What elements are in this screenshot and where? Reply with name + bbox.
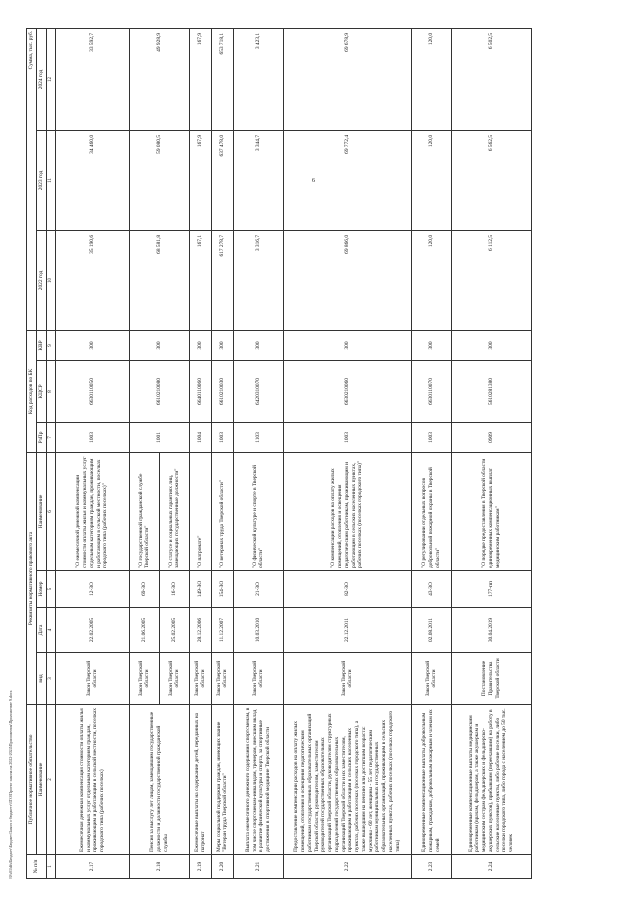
hdr-num: № п/п (27, 855, 47, 879)
row-kcsr: 6630110050 (55, 360, 129, 422)
row-num: 2.22 (283, 855, 411, 879)
row-kind: Закон Тверской области (189, 653, 211, 705)
table-row (189, 28, 211, 878)
row-kind: Закон Тверской области (283, 653, 411, 705)
row-2022: 68 581,8 (129, 230, 189, 330)
col-idx: 7 (46, 422, 55, 452)
row-num: 2.23 (411, 855, 451, 879)
row-act: "О ежемесячной денежной компенсации стоимости оплаты жилья и коммунальных услуг отдельным категориям граждан, проживающим и работающим в сельской местности, поселках городского типа (рабочих поселках)" (55, 452, 129, 570)
row-number: 21-ЗО (233, 571, 283, 608)
row-2022: 617 278,7 (211, 230, 233, 330)
table-row (55, 28, 129, 878)
row-2022: 3 316,7 (233, 230, 283, 330)
row-kind: Закон Тверской области (129, 653, 159, 705)
hdr-obligation: Публичное нормативное обязательство (27, 705, 37, 855)
obligations-table (26, 28, 532, 879)
file-path-footer: \\Fs01\dfs\Бюджет\Бюджет\Закон о бюджете\ЗТО\Проект закона на 2022-2024\Приложения\Приложение 9.docx (8, 690, 13, 879)
rotated-table-wrapper (26, 29, 618, 879)
row-rzpr: 1103 (233, 422, 283, 452)
row-2024: 3 423,1 (233, 28, 283, 130)
row-rzpr: 1001 (129, 422, 189, 452)
hdr-2023: 2023 год (36, 130, 46, 230)
row-name: Единовременные компенсационные выплаты медицинским работникам (врачам, фельдшерам, а также акушеркам и медицинским сестрам фельдшерских и фельдшерско-акушерских пунктов), прибывшим (переехавшим) на работу в сельские населенные пункты, либо рабочие поселки, либо поселки городского типа, либо города с населением до 50 тыс. человек (451, 705, 531, 855)
row-date: 22.12.2011 (283, 608, 411, 653)
row-2023: 637 478,0 (211, 130, 233, 230)
row-kvr: 300 (451, 330, 531, 360)
col-idx: 6 (46, 452, 55, 570)
row-act: "О статусе и социальных гарантиях лиц, замещающих государственные должности" (159, 452, 189, 570)
row-date: 30.04.2019 (451, 608, 531, 653)
col-idx: 1 (46, 855, 55, 879)
row-num: 2.24 (451, 855, 531, 879)
row-name: Пенсия за выслугу лет лицам, замещавшим государственные должности и должности государственной гражданской службы (129, 705, 189, 855)
table-row (233, 28, 283, 878)
row-number: 16-ЗО (159, 571, 189, 608)
row-2024: 167,9 (189, 28, 211, 130)
row-name: Ежемесячные выплаты на содержание детей, переданных на патронат (189, 705, 211, 855)
row-number: 43-ЗО (411, 571, 451, 608)
row-num: 2.17 (55, 855, 129, 879)
row-rzpr: 0909 (451, 422, 531, 452)
row-2024: 6 502,5 (451, 28, 531, 130)
row-2024: 120,0 (411, 28, 451, 130)
row-kind: Закон Тверской области (411, 653, 451, 705)
row-rzpr: 1003 (283, 422, 411, 452)
row-kvr: 300 (411, 330, 451, 360)
col-idx: 2 (46, 705, 55, 855)
row-act: "О физической культуре и спорте в Тверской области" (233, 452, 283, 570)
col-idx: 9 (46, 330, 55, 360)
hdr-2022: 2022 год (36, 230, 46, 330)
row-date: 28.12.2006 (189, 608, 211, 653)
table-row (211, 28, 233, 878)
row-date: 10.03.2010 (233, 608, 283, 653)
row-rzpr: 1003 (411, 422, 451, 452)
row-date: 11.12.2007 (211, 608, 233, 653)
hdr-bk: Код расходов по БК (27, 330, 37, 452)
row-act: "О регулировании отдельных вопросов добровольной пожарной охраны в Тверской области" (411, 452, 451, 570)
row-date: 02.08.2011 (411, 608, 451, 653)
row-act: "О ветеранах труда Тверской области" (211, 452, 233, 570)
hdr-rzpr: РзПр (36, 422, 46, 452)
row-kind: Закон Тверской области (233, 653, 283, 705)
row-name: Выплата ежемесячного денежного содержания спортсменам, в том числе спортсменам-инвалидам, тренерам, внесшим вклад в развитие физической культуры и спорта, за спортивные достижения в спортивной медицине Тверской области (233, 705, 283, 855)
row-date: 25.02.2005 (159, 608, 189, 653)
row-2022: 120,0 (411, 230, 451, 330)
row-number: 154-ЗО (211, 571, 233, 608)
row-name: Предоставление компенсации расходов на оплату жилых помещений, отопления и освещения педагогическим работникам государственных образовательных организаций Тверской области, руководителям, заместителям руководителей государственных образовательных организаций Тверской области, руководителям структурных подразделений государственных образовательных организаций Тверской области и их заместителям, проживающим и работающим в сельских населенных пунктах, рабочих поселках (поселках городского типа), а также вышедшим на пенсию или достигшим возраста: мужчины - 60 лет, женщины - 55 лет педагогическим работникам муниципальных и государственных образовательных организаций, проживающим в сельских населенных пунктах, рабочих поселках (поселках городского типа) (283, 705, 411, 855)
row-name: Единовременные компенсационные выплаты добровольным пожарным, гражданам, добровольным пожарным и членам их семей (411, 705, 451, 855)
row-number: 82-ЗО (283, 571, 411, 608)
col-idx: 4 (46, 608, 55, 653)
row-2023: 34 460,0 (55, 130, 129, 230)
table-row (283, 28, 411, 878)
hdr-kind: вид (36, 653, 46, 705)
row-2023: 59 080,5 (129, 130, 189, 230)
col-idx: 12 (46, 28, 55, 130)
row-rzpr: 1003 (55, 422, 129, 452)
hdr-2024: 2024 год (36, 28, 46, 130)
row-kvr: 300 (211, 330, 233, 360)
col-idx: 11 (46, 130, 55, 230)
row-kcsr: 6610210030 (211, 360, 233, 422)
row-2022: 69 866,0 (283, 230, 411, 330)
row-name: Ежемесячная денежная компенсация стоимости оплаты жилья и коммунальных услуг отдельным категориям граждан, проживающим и работающим в сельской местности, поселках городского типа (рабочих поселках) (55, 705, 129, 855)
row-kvr: 300 (189, 330, 211, 360)
hdr-requisites: Реквизиты нормативного правового акта (27, 452, 37, 704)
row-2023: 69 772,4 (283, 130, 411, 230)
row-kvr: 300 (283, 330, 411, 360)
hdr-date: Дата (36, 608, 46, 653)
row-kvr: 300 (55, 330, 129, 360)
row-2023: 167,9 (189, 130, 211, 230)
hdr-number: Номер (36, 571, 46, 608)
row-kcsr: 6640110060 (189, 360, 211, 422)
col-idx: 8 (46, 360, 55, 422)
row-2023: 6 562,5 (451, 130, 531, 230)
col-idx: 3 (46, 653, 55, 705)
row-kind: Закон Тверской области (55, 653, 129, 705)
row-name: Меры социальной поддержки граждан, имеющих звание "Ветеран труда Тверской области" (211, 705, 233, 855)
page-number: 6 (312, 178, 315, 184)
row-act: "О патронате" (189, 452, 211, 570)
hdr-kvr: КВР (36, 330, 46, 360)
row-number: 149-ЗО (189, 571, 211, 608)
row-kvr: 300 (129, 330, 189, 360)
row-2024: 653 718,1 (211, 28, 233, 130)
row-kcsr: 6610210080 (129, 360, 189, 422)
row-act: "О государственной гражданской службе Тверской области" (129, 452, 159, 570)
row-kcsr: 6420310070 (233, 360, 283, 422)
row-kcsr: 5610281380 (451, 360, 531, 422)
col-idx: 10 (46, 230, 55, 330)
column-index-row (46, 28, 55, 878)
table-row (411, 28, 451, 878)
row-2024: 33 592,7 (55, 28, 129, 130)
row-number: 12-ЗО (55, 571, 129, 608)
row-2024: 49 928,9 (129, 28, 189, 130)
hdr-kcsr: КЦСР (36, 360, 46, 422)
row-num: 2.19 (189, 855, 211, 879)
row-number: 177-пп (451, 571, 531, 608)
row-num: 2.21 (233, 855, 283, 879)
row-kind: Постановление Правительства Тверской области (451, 653, 531, 705)
row-2022: 35 190,6 (55, 230, 129, 330)
row-rzpr: 1003 (211, 422, 233, 452)
row-kind: Закон Тверской области (211, 653, 233, 705)
row-2022: 167,1 (189, 230, 211, 330)
row-number: 69-ЗО (129, 571, 159, 608)
row-2024: 69 678,9 (283, 28, 411, 130)
row-date: 22.02.2005 (55, 608, 129, 653)
row-num: 2.20 (211, 855, 233, 879)
row-date: 21.06.2005 (129, 608, 159, 653)
hdr-act-name: Наименование (36, 452, 46, 570)
row-kvr: 300 (233, 330, 283, 360)
row-2023: 120,0 (411, 130, 451, 230)
row-kcsr: 6630110070 (411, 360, 451, 422)
row-act: "О порядке предоставления в Тверской области единовременных компенсационных выплат медицинским работникам" (451, 452, 531, 570)
table-row (129, 28, 159, 878)
hdr-name: Наименование (36, 705, 46, 855)
row-num: 2.18 (129, 855, 189, 879)
row-kcsr: 6630210060 (283, 360, 411, 422)
col-idx: 5 (46, 571, 55, 608)
table-row (451, 28, 531, 878)
row-kind: Закон Тверской области (159, 653, 189, 705)
row-2022: 6 112,5 (451, 230, 531, 330)
row-2023: 3 344,7 (233, 130, 283, 230)
hdr-sum: Сумма, тыс. руб. (27, 28, 37, 330)
row-rzpr: 1004 (189, 422, 211, 452)
row-act: "О компенсации расходов на оплату жилых помещений, отопления и освещения педагогическим работникам, проживающим и работающим в сельских населенных пунктах, рабочих поселках (поселках городского типа)" (283, 452, 411, 570)
